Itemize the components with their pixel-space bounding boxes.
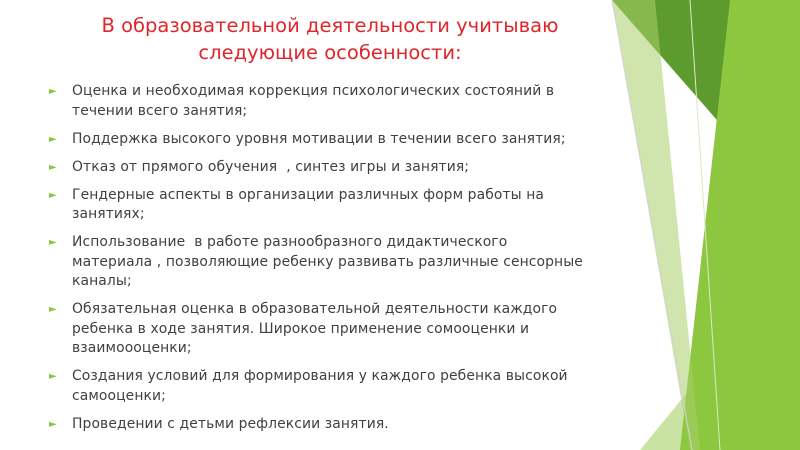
bullet-text-line: Проведении с детьми рефлексии занятия. [72,415,389,432]
bullet-arrow-icon: ► [49,86,57,97]
bullet-arrow-icon: ► [49,133,57,145]
bullet-text-line: течении всего занятия; [72,102,248,119]
slide-title-line: следующие особенности: [198,41,462,64]
bullet-text-line: материала , позволяющие ребенку развивать различные сенсорные [72,253,583,270]
bullet-text-line: ребенка в ходе занятия. Широкое применение сомооценки и [72,320,530,337]
bullet-arrow-icon: ► [49,371,57,382]
bullet-text-line: каналы; [72,273,132,289]
bullet-text-line: Поддержка высокого уровня мотивации в течении всего занятия; [72,130,566,147]
bullet-text-line: Отказ от прямого обучения , синтез игры и занятия; [72,158,470,175]
bullet-item [49,300,609,359]
bullet-text-line: Создания условий для формирования у каждого ребенка высокой [72,368,568,384]
bullet-text-line: Обязательная оценка в образовательной деятельности каждого [72,301,558,317]
slide-title [60,12,600,66]
bullet-list [49,82,609,443]
bullet-text-line: занятиях; [72,206,145,222]
bullet-text-line: самооценки; [72,387,166,404]
bullet-arrow-icon: ► [49,418,57,430]
bullet-text-line: Использование в работе разнообразного дидактического [72,234,508,250]
bullet-item [49,82,609,121]
bullet-item [49,130,609,150]
bullet-arrow-icon: ► [49,161,57,173]
bullet-item [49,158,609,178]
bullet-arrow-icon: ► [49,304,57,315]
slide-title-line: В образовательной деятельности учитываю [101,14,559,37]
bullet-item [49,233,609,292]
bullet-text-line: Гендерные аспекты в организации различных форм работы на [72,186,545,203]
bullet-text-line: взаимоооценки; [72,340,192,356]
bullet-item [49,186,609,225]
bullet-item [49,367,609,406]
bullet-arrow-icon: ► [49,237,57,248]
bullet-item [49,415,609,435]
bullet-arrow-icon: ► [49,189,57,201]
bullet-text-line: Оценка и необходимая коррекция психологических состояний в [72,83,555,99]
